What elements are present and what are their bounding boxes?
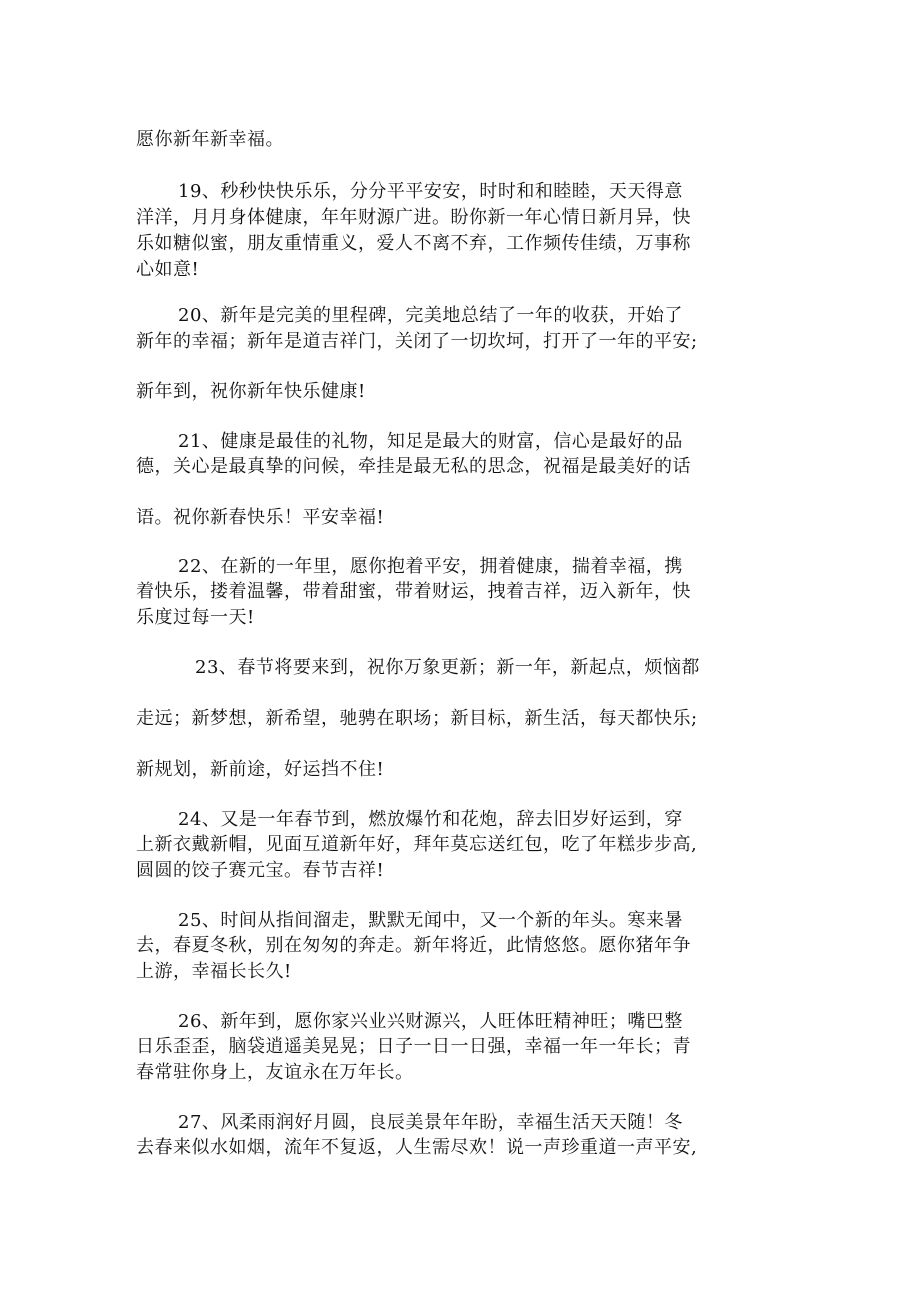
paragraph-19-line-3: 乐如糖似蜜，朋友重情重义，爱人不离不弃，工作频传佳绩，万事称 — [136, 233, 691, 254]
paragraph-25-line-1: 25、时间从指间溜走，默默无闻中，又一个新的年头。寒来暑 — [178, 910, 683, 931]
paragraph-22-line-3: 乐度过每一天! — [136, 607, 255, 628]
paragraph-23-line-1: 23、春节将要来到，祝你万象更新；新一年，新起点，烦恼都 — [195, 657, 700, 678]
paragraph-25-line-2: 去，春夏冬秋，别在匆匆的奔走。新年将近，此情悠悠。愿你猪年争 — [136, 935, 691, 956]
paragraph-27-line-2: 去春来似水如烟，流年不复返，人生需尽欢！说一声珍重道一声平安, — [136, 1137, 698, 1158]
paragraph-20-line-3: 新年到，祝你新年快乐健康! — [136, 381, 366, 402]
paragraph-19-line-1: 19、秒秒快快乐乐，分分平平安安，时时和和睦睦，天天得意 — [178, 181, 683, 202]
paragraph-26-line-1: 26、新年到，愿你家兴业兴财源兴，人旺体旺精神旺；嘴巴整 — [178, 1011, 683, 1032]
paragraph-25-line-3: 上游，幸福长长久! — [136, 961, 292, 982]
paragraph-26-line-3: 春常驻你身上，友谊永在万年长。 — [136, 1062, 414, 1083]
paragraph-22-line-2: 着快乐，搂着温馨，带着甜蜜，带着财运，拽着吉祥，迈入新年，快 — [136, 581, 691, 602]
paragraph-19-line-4: 心如意! — [136, 259, 200, 280]
paragraph-27-line-1: 27、风柔雨润好月圆，良辰美景年年盼，幸福生活天天随！冬 — [178, 1112, 683, 1133]
paragraph-24-line-1: 24、又是一年春节到，燃放爆竹和花炮，辞去旧岁好运到，穿 — [178, 809, 683, 830]
paragraph-22-line-1: 22、在新的一年里，愿你抱着平安，拥着健康，揣着幸福，携 — [178, 556, 683, 577]
paragraph-23-line-2: 走远；新梦想，新希望，驰骋在职场；新目标，新生活，每天都快乐; — [136, 708, 698, 729]
paragraph-20-line-2: 新年的幸福；新年是道吉祥门，关闭了一切坎坷，打开了一年的平安; — [136, 331, 698, 352]
paragraph-24-line-2: 上新衣戴新帽，见面互道新年好，拜年莫忘送红包，吃了年糕步步高, — [136, 834, 698, 855]
paragraph-20-line-1: 20、新年是完美的里程碑，完美地总结了一年的收获，开始了 — [178, 305, 683, 326]
paragraph-26-line-2: 日乐歪歪，脑袋逍遥美晃晃；日子一日一日强，幸福一年一年长；青 — [136, 1036, 691, 1057]
paragraph-21-line-3: 语。祝你新春快乐！平安幸福! — [136, 507, 385, 528]
paragraph-19-line-2: 洋洋，月月身体健康，年年财源广进。盼你新一年心情日新月异，快 — [136, 207, 691, 228]
paragraph-23-line-3: 新规划，新前途，好运挡不住! — [136, 759, 385, 780]
paragraph-24-line-3: 圆圆的饺子赛元宝。春节吉祥! — [136, 860, 385, 881]
paragraph-21-line-2: 德，关心是最真挚的问候，牵挂是最无私的思念，祝福是最美好的话 — [136, 456, 691, 477]
paragraph-21-line-1: 21、健康是最佳的礼物，知足是最大的财富，信心是最好的品 — [178, 431, 683, 452]
text-line: 愿你新年新幸福。 — [136, 129, 284, 150]
